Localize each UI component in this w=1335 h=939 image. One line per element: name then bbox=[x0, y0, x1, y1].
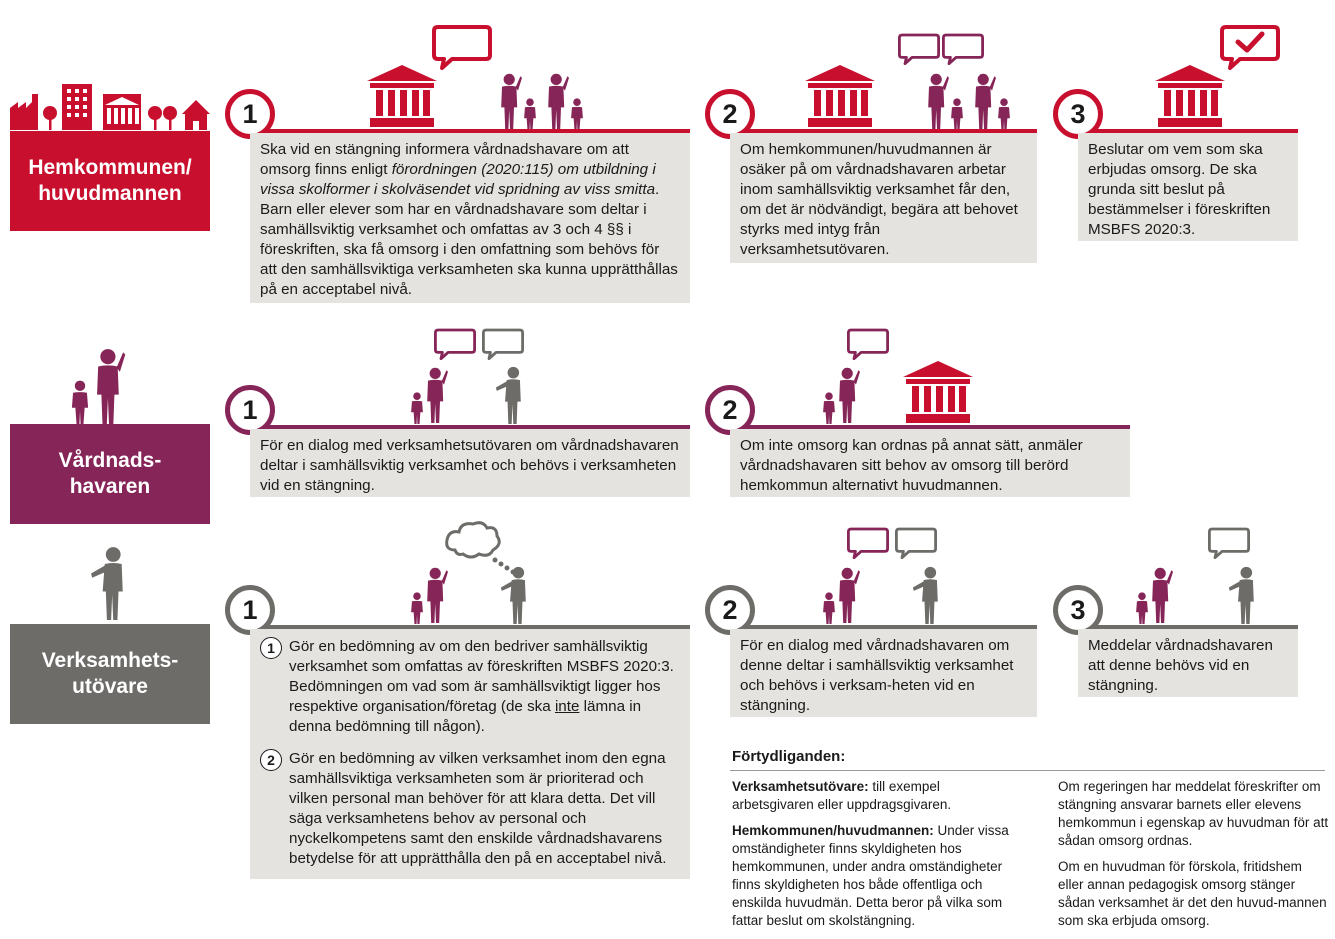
speech-bubble-icon bbox=[847, 527, 889, 559]
definition: till exempel arbetsgivaren eller uppdragsgivaren. bbox=[732, 779, 952, 812]
step-text: Ska vid en stängning informera vårdnadshavare om att omsorg finns enligt bbox=[260, 141, 629, 178]
sub-item-2 bbox=[260, 749, 680, 869]
step-text-box bbox=[1078, 133, 1298, 241]
row-label-line2: utövare bbox=[72, 675, 148, 698]
parent-child-icon bbox=[545, 72, 591, 130]
person-gesturing-icon bbox=[495, 366, 525, 424]
parent-child-icon bbox=[1135, 566, 1181, 624]
institution-building-icon bbox=[903, 361, 973, 423]
clarification-paragraph: Om en huvudman för förskola, fritidshem eller annan pedagogisk omsorg stänger sådan verksamhet är det den huvud-mannen som ska erbjuda omsorg. bbox=[1058, 859, 1327, 928]
row-label-line2: havaren bbox=[69, 475, 151, 498]
step-text: Om hemkommunen/huvudmannen är osäker på om vårdnadshavaren arbetar inom samhällsviktig verksamhet får den, om det är nödvändigt, begära att behovet styrks med intyg från verksamhetsutövaren. bbox=[740, 141, 1018, 258]
step-circle: 1 bbox=[225, 385, 275, 435]
clarification-paragraph bbox=[732, 778, 1010, 814]
clarification-paragraph: Om regeringen har meddelat föreskrifter om stängning ansvarar barnets eller elevens hemkommun i egenskap av huvudman för att sådan omsorg ordnas. bbox=[1058, 779, 1329, 848]
sub-text: Gör en bedömning av om den bedriver samhällsviktig verksamhet som omfattas av föreskriften MSBFS 2020:3. Bedömningen om vad som är samhällsviktigt ligger hos respektive organisation/företag (de ska bbox=[289, 638, 674, 715]
speech-bubble-icon bbox=[895, 527, 937, 559]
institution-building-icon bbox=[1155, 65, 1225, 127]
parent-child-icon bbox=[498, 72, 544, 130]
clarification-right-column bbox=[1058, 778, 1330, 938]
row-label-hemkommun bbox=[10, 131, 210, 231]
row-label-line1: Verksamhets- bbox=[41, 649, 179, 672]
sub-item-1 bbox=[260, 637, 680, 737]
step-text-box bbox=[730, 429, 1130, 497]
person-gesturing-icon bbox=[90, 545, 128, 621]
step-text: . Barn eller elever som har en vårdnadshavare som deltar i samhällsviktig verksamhet och omfattas av 3 och 4 §§ i föreskriften, ska få omsorg i den omfattning som behövs för att den samhällsviktiga verksamheten ska kunna upprätthållas på en acceptabel nivå. bbox=[260, 181, 678, 298]
step-text: Om inte omsorg kan ordnas på annat sätt, anmäler vårdnadshavaren sitt behov av omsorg till berörd hemkommun alternativt huvudmannen. bbox=[740, 437, 1083, 494]
step-text: För en dialog med verksamhetsutövaren om vårdnadshavaren deltar i samhällsviktig verksamhet och behövs i verksamheten vid en stängning. bbox=[260, 437, 679, 494]
clarification-left-column bbox=[732, 778, 1010, 938]
step-circle: 1 bbox=[225, 89, 275, 139]
regulation-title: förordningen (2020:115) om utbildning i vissa skolformer i skolväsendet vid spridning av viss smitta bbox=[260, 161, 656, 198]
emphasis: inte bbox=[554, 698, 580, 715]
row-label-verksamhet bbox=[10, 624, 210, 724]
row-label-vardnad bbox=[10, 424, 210, 524]
step-circle: 2 bbox=[705, 585, 755, 635]
step-text-box bbox=[250, 133, 690, 303]
step-text-box bbox=[730, 133, 1037, 263]
speech-bubble-icon bbox=[432, 24, 492, 70]
parent-child-icon bbox=[410, 366, 456, 424]
person-gesturing-icon bbox=[1228, 566, 1258, 624]
speech-bubble-check-icon bbox=[1220, 24, 1280, 70]
term: Verksamhetsutövare: bbox=[732, 779, 869, 794]
sub-number: 2 bbox=[260, 749, 282, 771]
step-text-box bbox=[730, 629, 1037, 717]
sub-number: 1 bbox=[260, 637, 282, 659]
row-label-line1: Hemkommunen/ bbox=[28, 156, 192, 179]
sub-item-text: Gör en bedömning av vilken verksamhet inom den egna samhällsviktiga verksamheten som är prioriterad och vilken personal man behöver för att klara detta. Det vill säga verksamhetens behov av personal och nyckelkompetens samt den enskilde vårdnadshavarens betydelse för att upprätthålla den på en acceptabel nivå. bbox=[289, 750, 667, 867]
clarification-title: Förtydliganden: bbox=[732, 748, 846, 765]
step-text-box bbox=[250, 429, 690, 497]
parent-child-icon bbox=[70, 348, 135, 424]
parent-child-icon bbox=[925, 72, 971, 130]
parent-child-icon bbox=[822, 366, 868, 424]
institution-building-icon bbox=[367, 65, 437, 127]
parent-child-icon bbox=[822, 566, 868, 624]
definition: Under vissa omständigheter finns skyldigheten hos hemkommunen, under andra omständigheter finns skyldigheten hos både offentliga och enskilda huvudmän. Detta beror på vilka som fattar beslut om skolstängning. bbox=[732, 823, 1009, 928]
step-circle: 3 bbox=[1053, 585, 1103, 635]
step-circle: 3 bbox=[1053, 89, 1103, 139]
speech-bubble-icon bbox=[942, 33, 984, 65]
clarification-divider bbox=[730, 770, 1325, 771]
institution-building-icon bbox=[805, 65, 875, 127]
speech-bubble-icon bbox=[1208, 527, 1250, 559]
parent-child-icon bbox=[410, 566, 456, 624]
clarification-paragraph bbox=[732, 822, 1010, 930]
speech-bubble-icon bbox=[847, 328, 889, 360]
parent-child-icon bbox=[972, 72, 1018, 130]
row-label-line2: huvudmannen bbox=[38, 182, 182, 205]
speech-bubble-icon bbox=[482, 328, 524, 360]
term: Hemkommunen/huvudmannen: bbox=[732, 823, 934, 838]
row-label-line1: Vårdnads- bbox=[58, 449, 162, 472]
speech-bubble-icon bbox=[898, 33, 940, 65]
step-circle: 1 bbox=[225, 585, 275, 635]
speech-bubble-icon bbox=[434, 328, 476, 360]
step-circle: 2 bbox=[705, 89, 755, 139]
sub-item-text bbox=[289, 637, 680, 737]
step-circle: 2 bbox=[705, 385, 755, 435]
step-text: Meddelar vårdnadshavaren att denne behövs vid en stängning. bbox=[1088, 637, 1273, 694]
step-text: För en dialog med vårdnadshavaren om denne deltar i samhällsviktig verksamhet och behövs i verksam-heten vid en stängning. bbox=[740, 637, 1014, 714]
city-skyline-icon bbox=[10, 84, 215, 130]
person-gesturing-icon bbox=[912, 566, 942, 624]
step-text-box bbox=[1078, 629, 1298, 697]
step-text-box bbox=[250, 629, 690, 879]
sub-text: lämna in denna bedömning till någon). bbox=[289, 698, 642, 735]
step-text: Beslutar om vem som ska erbjudas omsorg. De ska grunda sitt beslut på bestämmelser i föreskriften MSBFS 2020:3. bbox=[1088, 141, 1271, 238]
person-gesturing-icon bbox=[500, 566, 530, 624]
